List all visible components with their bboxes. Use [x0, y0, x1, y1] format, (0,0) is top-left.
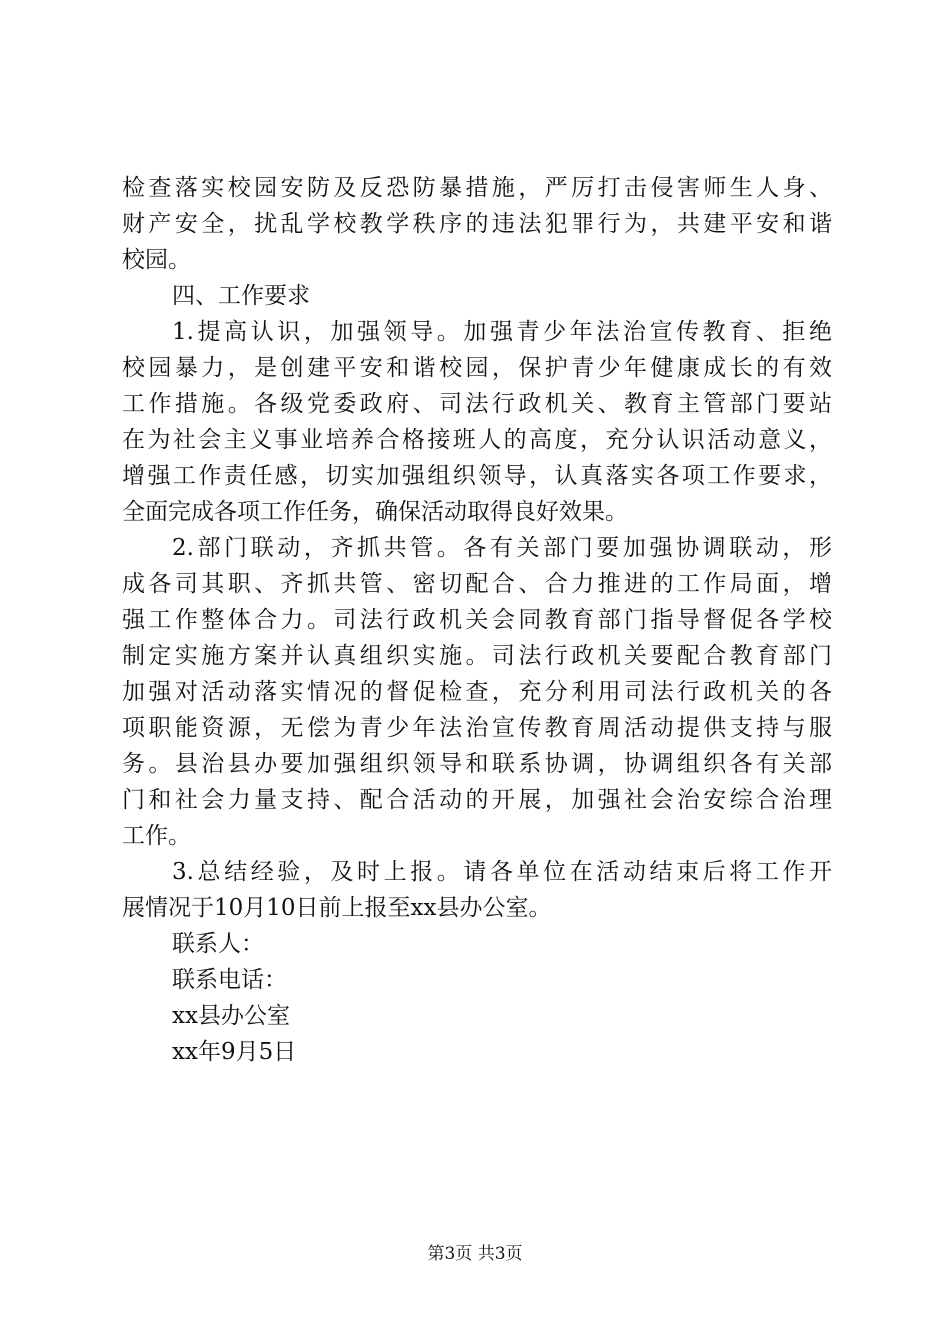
text-line: 强工作整体合力。司法行政机关会同教育部门指导督促各学校	[122, 607, 832, 633]
text-line: xx年9月5日	[172, 1039, 297, 1065]
text-line: 3.总结经验，及时上报。请各单位在活动结束后将工作开	[172, 859, 832, 885]
text-line: 项职能资源，无偿为青少年法治宣传教育周活动提供支持与服	[122, 715, 832, 741]
text-line: 联系电话：	[172, 967, 287, 993]
text-line: 加强对活动落实情况的督促检查，充分利用司法行政机关的各	[122, 679, 832, 705]
text-line: 在为社会主义事业培养合格接班人的高度，充分认识活动意义，	[122, 427, 832, 453]
text-line: 成各司其职、齐抓共管、密切配合、合力推进的工作局面，增	[122, 571, 832, 597]
text-line: 展情况于10月10日前上报至xx县办公室。	[122, 895, 552, 921]
document-body	[122, 170, 832, 1070]
text-line: 门和社会力量支持、配合活动的开展，加强社会治安综合治理	[122, 787, 832, 813]
text-line: 1.提高认识，加强领导。加强青少年法治宣传教育、拒绝	[172, 319, 832, 345]
text-line: 2.部门联动，齐抓共管。各有关部门要加强协调联动，形	[172, 535, 832, 561]
text-line: 制定实施方案并认真组织实施。司法行政机关要配合教育部门	[122, 643, 832, 669]
page-footer: 第3页 共3页	[427, 1244, 523, 1264]
text-line: 全面完成各项工作任务，确保活动取得良好效果。	[122, 499, 628, 525]
text-line: 增强工作责任感，切实加强组织领导，认真落实各项工作要求，	[122, 463, 832, 489]
text-line: xx县办公室	[172, 1003, 290, 1029]
text-line: 财产安全，扰乱学校教学秩序的违法犯罪行为，共建平安和谐	[122, 211, 832, 237]
text-line: 检查落实校园安防及反恐防暴措施，严厉打击侵害师生人身、	[122, 175, 832, 201]
text-line: 四、工作要求	[172, 283, 310, 309]
text-line: 工作措施。各级党委政府、司法行政机关、教育主管部门要站	[122, 391, 832, 417]
text-line: 工作。	[122, 823, 191, 849]
text-line: 务。县治县办要加强组织领导和联系协调，协调组织各有关部	[122, 751, 832, 777]
text-line: 联系人：	[172, 931, 264, 957]
text-line: 校园暴力，是创建平安和谐校园，保护青少年健康成长的有效	[122, 355, 832, 381]
text-line: 校园。	[122, 247, 191, 273]
